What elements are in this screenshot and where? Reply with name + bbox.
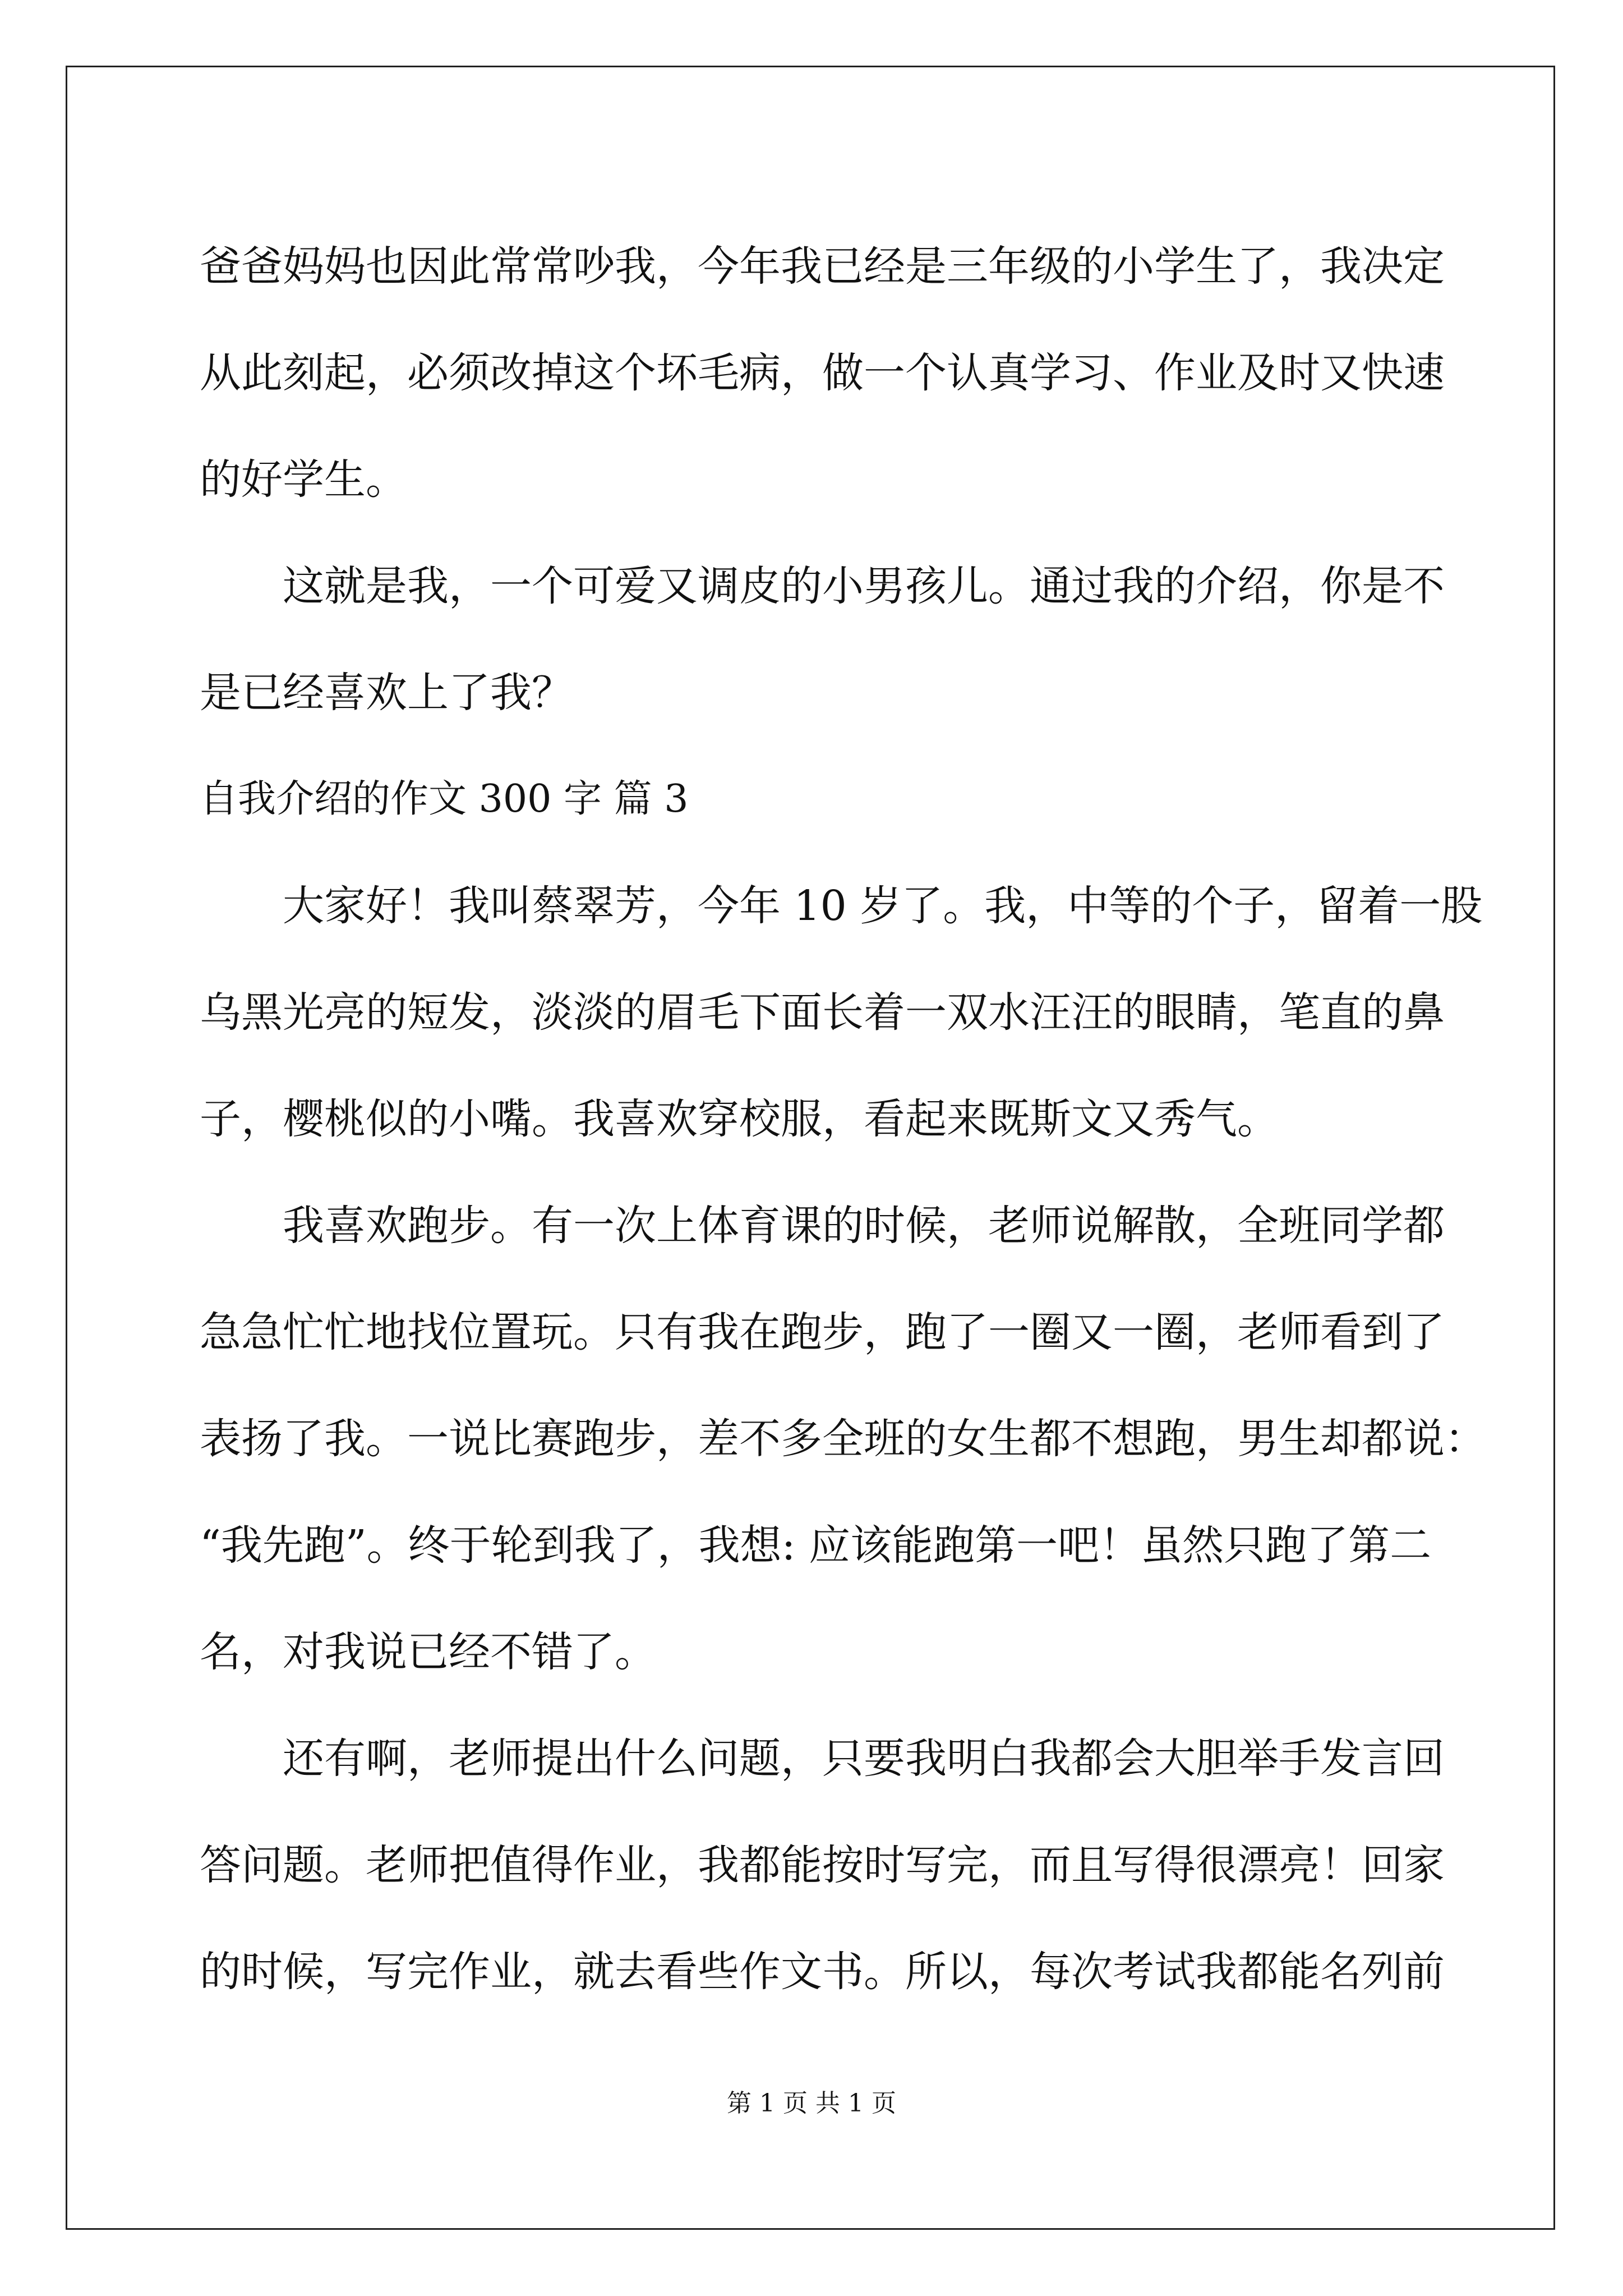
text-line: 还有啊，老师提出什么问题，只要我明白我都会大胆举手发言回 (283, 1734, 1445, 1783)
text-line: “我先跑”。终于轮到我了，我想: 应该能跑第一吧！虽然只跑了第二 (200, 1521, 1432, 1570)
text-line: 表扬了我。一说比赛跑步，差不多全班的女生都不想跑，男生却都说： (200, 1415, 1486, 1463)
text-line: 答问题。老师把值得作业，我都能按时写完，而且写得很漂亮！回家 (200, 1841, 1445, 1889)
text-line: 的好学生。 (200, 455, 407, 504)
text-line: 大家好！我叫蔡翠芳，今年 10 岁了。我，中等的个子，留着一股 (283, 882, 1483, 930)
section-heading: 自我介绍的作文 300 字 篇 3 (200, 777, 689, 821)
text-line: 乌黑光亮的短发，淡淡的眉毛下面长着一双水汪汪的眼睛，笔直的鼻 (200, 988, 1445, 1037)
text-line: 这就是我，一个可爱又调皮的小男孩儿。通过我的介绍，你是不 (283, 562, 1445, 610)
text-line: 急急忙忙地找位置玩。只有我在跑步，跑了一圈又一圈，老师看到了 (200, 1308, 1445, 1356)
document-body (200, 213, 1486, 2025)
text-line: 子，樱桃似的小嘴。我喜欢穿校服，看起来既斯文又秀气。 (200, 1095, 1279, 1143)
text-line: 从此刻起，必须改掉这个坏毛病，做一个认真学习、作业及时又快速 (200, 349, 1445, 397)
text-line: 名，对我说已经不错了。 (200, 1628, 656, 1676)
page-number: 第 1 页 共 1 页 (727, 2089, 896, 2118)
text-line: 爸爸妈妈也因此常常吵我，今年我已经是三年级的小学生了，我决定 (200, 242, 1445, 291)
text-line: 的时候，写完作业，就去看些作文书。所以，每次考试我都能名列前 (200, 1948, 1445, 1996)
page-footer (0, 2087, 1623, 2120)
text-line: 我喜欢跑步。有一次上体育课的时候，老师说解散，全班同学都 (283, 1202, 1445, 1250)
text-line: 是已经喜欢上了我？ (200, 669, 573, 717)
